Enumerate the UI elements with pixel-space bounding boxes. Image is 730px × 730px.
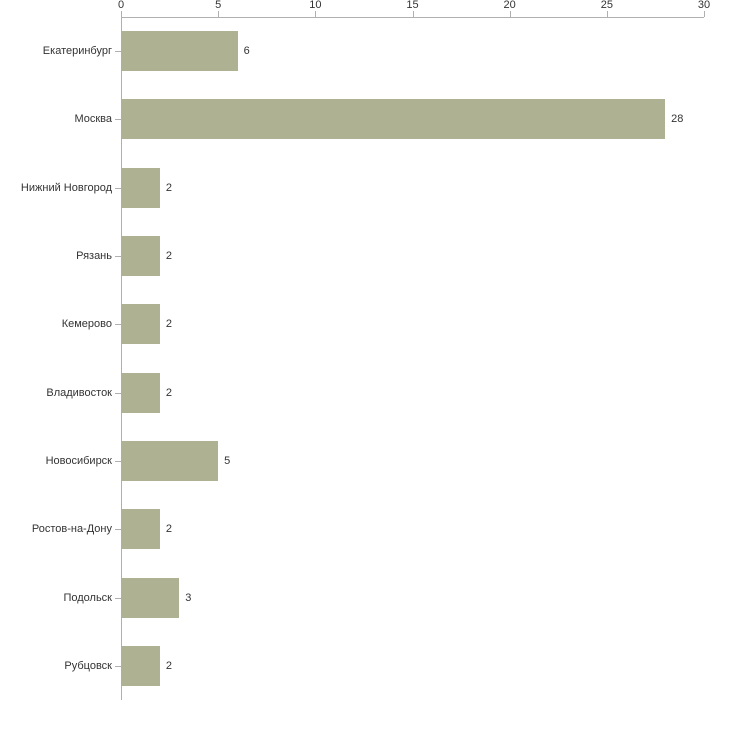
bar-value-label: 2 [165,523,172,536]
x-tick-label: 30 [697,0,711,11]
y-tick-mark [115,188,121,189]
bar-value-label: 2 [165,659,172,672]
x-tick-mark [218,11,219,17]
x-tick-mark [413,11,414,17]
bar [121,168,160,208]
bar [121,441,218,481]
category-label: Кемерово [61,318,112,331]
category-label: Ростов-на-Дону [31,523,112,536]
x-tick-label: 25 [600,0,613,11]
bar-value-label: 6 [243,45,250,58]
x-tick-mark [510,11,511,17]
category-label: Подольск [63,591,112,604]
y-tick-mark [115,119,121,120]
y-tick-mark [115,598,121,599]
category-label: Москва [74,113,112,126]
x-tick-label: 20 [503,0,516,11]
x-tick-label: 10 [309,0,322,11]
bar-value-label: 28 [671,113,684,126]
bar-value-label: 2 [165,318,172,331]
y-axis-category-labels [0,0,115,730]
x-tick-label: 5 [215,0,222,11]
bar [121,646,160,686]
bar [121,99,665,139]
bar [121,304,160,344]
y-tick-mark [115,393,121,394]
category-label: Рубцовск [64,659,112,672]
y-tick-mark [115,256,121,257]
category-label: Рязань [76,250,112,263]
x-tick-mark [607,11,608,17]
category-label: Нижний Новгород [20,181,112,194]
y-tick-mark [115,529,121,530]
category-label: Новосибирск [45,454,112,467]
x-tick-mark [121,11,122,17]
bar-value-label: 2 [165,181,172,194]
bar [121,373,160,413]
bar-value-label: 5 [224,454,231,467]
x-tick-mark [315,11,316,17]
category-label: Екатеринбург [42,45,112,58]
y-tick-mark [115,51,121,52]
bar [121,236,160,276]
y-tick-mark [115,461,121,462]
bar-value-label: 2 [165,386,172,399]
x-tick-label: 0 [117,0,125,11]
bar [121,578,179,618]
bar-value-label: 3 [185,591,192,604]
y-tick-mark [115,324,121,325]
bar [121,31,238,71]
y-tick-mark [115,666,121,667]
x-tick-mark [704,11,705,17]
x-tick-label: 15 [406,0,419,11]
bar-value-label: 2 [165,250,172,263]
category-label: Владивосток [46,386,112,399]
bar [121,509,160,549]
x-axis-line [121,17,704,18]
